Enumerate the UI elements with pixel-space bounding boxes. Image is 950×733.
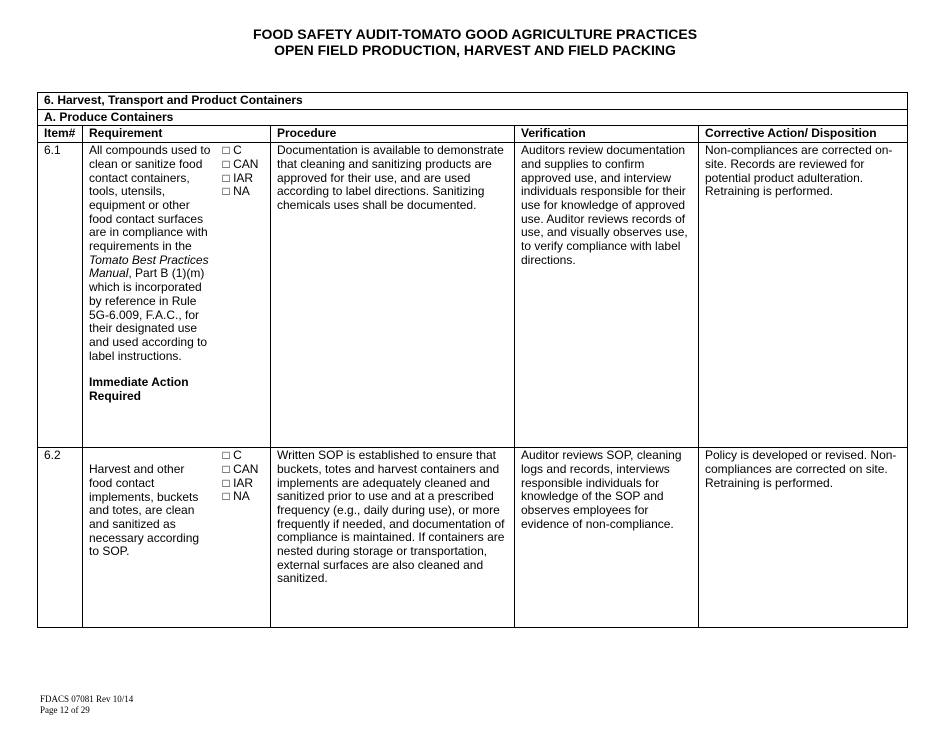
option-na-checkbox[interactable]: □ NA <box>222 489 250 504</box>
verification-cell: Auditors review documentation and supplies to confirm approved use, and interview individuals responsible for their use for knowledge of approved use. Auditor reviews records of use, and visually observes use, to verify compliance with label directions. <box>515 143 699 448</box>
table-row <box>38 143 908 448</box>
title-line-1: FOOD SAFETY AUDIT-TOMATO GOOD AGRICULTURE PRACTICES <box>252 26 698 42</box>
item-number: 6.2 <box>38 448 83 628</box>
option-iar-checkbox[interactable]: □ IAR <box>222 170 254 185</box>
option-c-checkbox[interactable]: □ C <box>222 143 242 158</box>
page-number: Page 12 of 29 <box>40 705 90 715</box>
page-footer <box>40 694 133 716</box>
manual-title: Tomato Best Practices Manual <box>89 252 209 281</box>
compliance-options <box>217 448 271 628</box>
corrective-cell: Policy is developed or revised. Non-compliances are corrected on site. Retraining is performed. <box>699 448 908 628</box>
col-header-verification: Verification <box>515 126 699 143</box>
option-c-checkbox[interactable]: □ C <box>222 448 242 463</box>
immediate-action-label: Immediate Action Required <box>89 375 189 404</box>
title-line-2: OPEN FIELD PRODUCTION, HARVEST AND FIELD PACKING <box>274 42 676 58</box>
document-title <box>0 26 950 58</box>
header-row <box>38 126 908 143</box>
section-title: 6. Harvest, Transport and Product Containers <box>38 93 908 110</box>
col-header-corrective: Corrective Action/ Disposition <box>699 126 908 143</box>
requirement-cell <box>83 143 217 448</box>
option-can-checkbox[interactable]: □ CAN <box>222 156 259 171</box>
verification-cell: Auditor reviews SOP, cleaning logs and records, interviews responsible individuals for knowledge of the SOP and observes employees for evidence of non-compliance. <box>515 448 699 628</box>
section-title-row <box>38 93 908 110</box>
requirement-cell: Harvest and other food contact implements, buckets and totes, are clean and sanitized as necessary according to SOP. <box>83 448 217 628</box>
compliance-options <box>217 143 271 448</box>
option-can-checkbox[interactable]: □ CAN <box>222 461 259 476</box>
option-na-checkbox[interactable]: □ NA <box>222 184 250 199</box>
requirement-text: All compounds used to clean or sanitize food contact containers, tools, utensils, equipment or other food contact surfaces are in compliance with requirements in the <box>89 143 211 254</box>
col-header-item: Item# <box>38 126 83 143</box>
corrective-cell: Non-compliances are corrected on-site. Records are reviewed for potential product adulteration. Retraining is performed. <box>699 143 908 448</box>
section-subtitle: A. Produce Containers <box>38 109 908 126</box>
col-header-requirement: Requirement <box>83 126 271 143</box>
audit-table <box>37 92 908 628</box>
procedure-cell: Documentation is available to demonstrate that cleaning and sanitizing products are approved for their use, and are used according to label directions. Sanitizing chemicals uses shall be documented. <box>271 143 515 448</box>
requirement-text-cont: , Part B (1)(m) which is incorporated by reference in Rule 5G-6.009, F.A.C., for their designated use and used according to label instructions. <box>89 266 208 363</box>
procedure-cell: Written SOP is established to ensure that buckets, totes and harvest containers and implements are adequately cleaned and sanitized prior to use and at a prescribed frequency (e.g., daily during use), or more frequently if needed, and documentation of compliance is maintained. If containers are nested during storage or transportation, external surfaces are also cleaned and sanitized. <box>271 448 515 628</box>
item-number: 6.1 <box>38 143 83 448</box>
table-row <box>38 448 908 628</box>
option-iar-checkbox[interactable]: □ IAR <box>222 475 254 490</box>
form-id: FDACS 07081 Rev 10/14 <box>40 694 134 704</box>
col-header-procedure: Procedure <box>271 126 515 143</box>
section-subtitle-row <box>38 109 908 126</box>
